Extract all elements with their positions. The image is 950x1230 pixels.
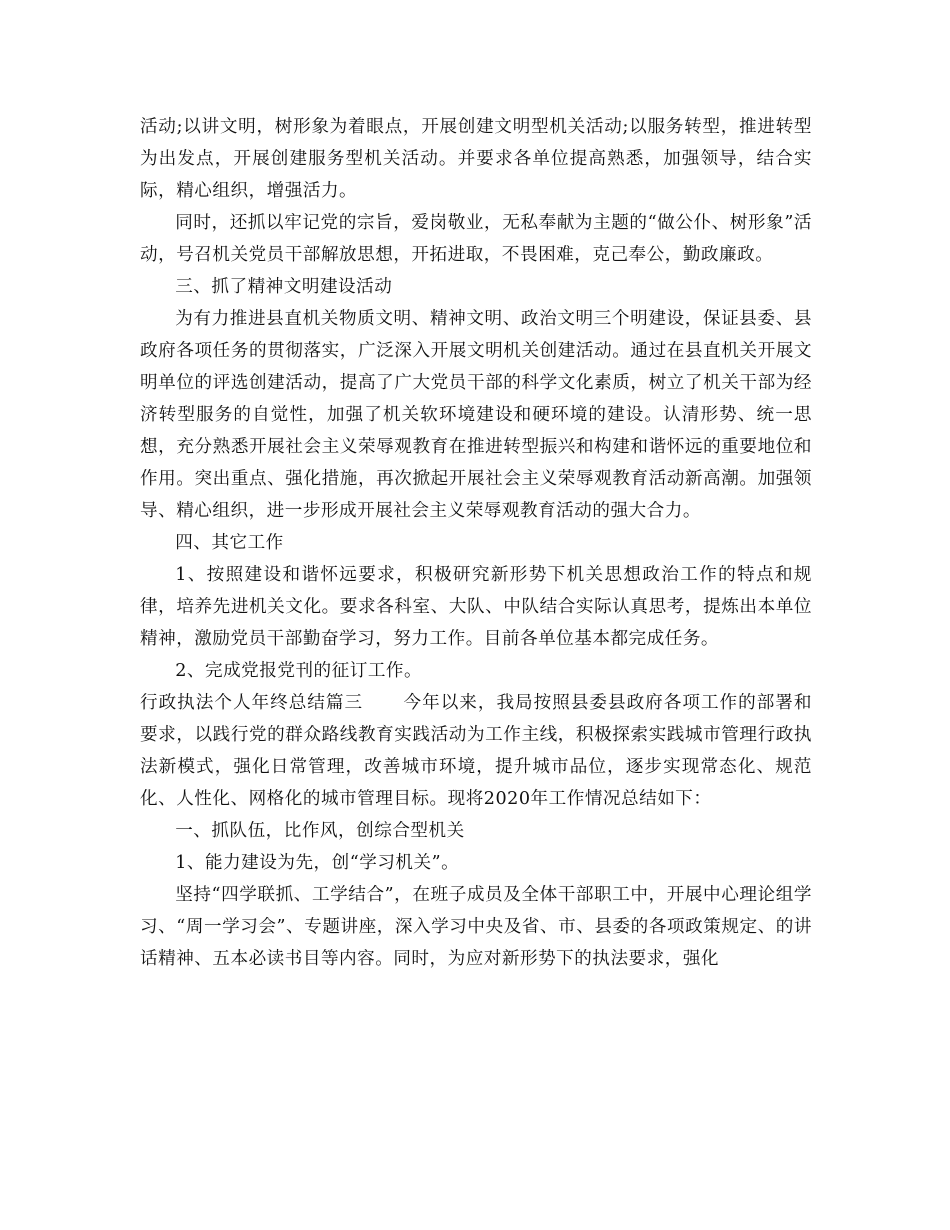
paragraph-2: 同时，还抓以牢记党的宗旨，爱岗敬业，无私奉献为主题的“做公仆、树形象”活动，号召机关党员干部解放思想，开拓进取，不畏困难，克己奉公，勤政廉政。 [140,213,812,265]
heading-spiritual-civilization: 三、抓了精神文明建设活动 [175,277,393,297]
heading-other-work: 四、其它工作 [175,533,284,553]
section-intro: 今年以来，我局按照县委县政府各项工作的部署和要求，以践行党的群众路线教育实践活动为工作主线，积极探索实践城市管理行政执法新模式，强化日常管理，改善城市环境，提升城市品位，逐步实现常态化、规范化、人性化、网格化的城市管理目标。现将2020年工作情况总结如下： [140,693,812,809]
section-three-paragraph [140,687,812,815]
paragraph-4: 为有力推进县直机关物质文明、精神文明、政治文明三个明建设，保证县委、县政府各项任务的贯彻落实，广泛深入开展文明机关创建活动。通过在县直机关开展文明单位的评选创建活动，提高了广大党员干部的科学文化素质，树立了机关干部为经济转型服务的自觉性，加强了机关软环境建设和硬环境的建设。认清形势、统一思想，充分熟悉开展社会主义荣辱观教育在推进转型振兴和构建和谐怀远的重要地位和作用。突出重点、强化措施，再次掀起开展社会主义荣辱观教育活动新高潮。加强领导、精心组织，进一步形成开展社会主义荣辱观教育活动的强大合力。 [140,309,812,521]
document-body [140,111,812,975]
heading-learning-organ: 1、能力建设为先，创“学习机关”。 [175,853,460,873]
heading-team-building: 一、抓队伍，比作风，创综合型机关 [175,821,465,841]
section-title: 行政执法个人年终总结篇三 [140,693,364,713]
paragraph-6: 1、按照建设和谐怀远要求，积极研究新形势下机关思想政治工作的特点和规律，培养先进机关文化。要求各科室、大队、中队结合实际认真思考，提炼出本单位精神，激励党员干部勤奋学习，努力工作。目前各单位基本都完成任务。 [140,565,812,649]
paragraph-7: 2、完成党报党刊的征订工作。 [175,661,423,681]
paragraph-study: 坚持“四学联抓、工学结合”，在班子成员及全体干部职工中，开展中心理论组学习、“周一学习会”、专题讲座，深入学习中央及省、市、县委的各项政策规定、的讲话精神、五本必读书目等内容。同时，为应对新形势下的执法要求，强化 [140,885,812,969]
paragraph-1: 活动;以讲文明，树形象为着眼点，开展创建文明型机关活动;以服务转型，推进转型为出发点，开展创建服务型机关活动。并要求各单位提高熟悉，加强领导，结合实际，精心组织，增强活力。 [140,117,812,201]
